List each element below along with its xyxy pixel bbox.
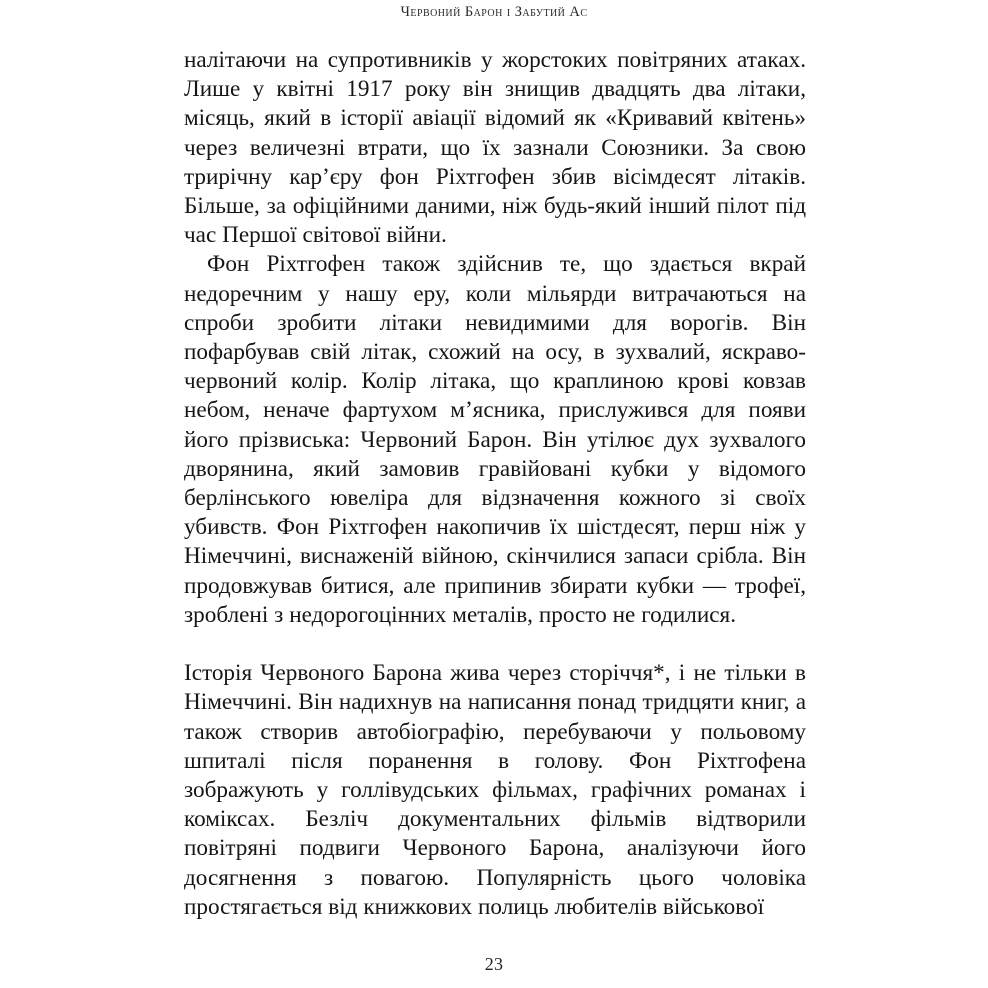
body-paragraph-3 xyxy=(184,659,806,922)
page-number: 23 xyxy=(484,954,504,974)
running-head: Червоний Барон і Забутий Ас xyxy=(400,4,588,20)
paragraph-3-text-before-footnote: Історія Червоного Барона жива через сторіччя xyxy=(184,660,654,687)
paragraph-3-text-after-footnote: , і не тільки в Німеччині. Він надихнув на написання понад тридцяти книг, а також створив автобіографію, перебуваючи у польовому шпиталі після поранення в голову. Фон Ріхтгофена зображують у голлівудських фільмах, графічних романах і коміксах. Безліч документальних фільмів відтворили повітряні подвиги Червоного Барона, аналізуючи його досягнення з повагою. Популярність цього чоловіка простягається від книжкових полиць любителів військової xyxy=(184,660,806,920)
body-paragraph-1: налітаючи на супротивників у жорстоких повітряних атаках. Лише у квітні 1917 року він знищив двадцять два літаки, місяць, який в історії авіації відомий як «Кривавий квітень» через величезні втрати, що їх зазнали Союзники. За свою трирічну кар’єру фон Ріхтгофен збив вісімдесят літаків. Більше, за офіційними даними, ніж будь-який інший пілот під час Першої світової війни. xyxy=(184,47,806,249)
body-paragraph-2: Фон Ріхтгофен також здійснив те, що здається вкрай недоречним у нашу еру, коли мільярди витрачаються на спроби зробити літаки невидимими для ворогів. Він пофарбував свій літак, схожий на осу, в зухвалий, яскраво-червоний колір. Колір літака, що краплиною крові ковзав небом, неначе фартухом м’ясника, прислужився для появи його прізвиська: Червоний Барон. Він утілює дух зухвалого дворянина, який замовив гравійовані кубки у відомого берлінського ювеліра для відзначення кожного зі своїх убивств. Фон Ріхтгофен накопичив їх шістдесят, перш ніж у Німеччині, виснаженій війною, скінчилися запаси срібла. Він продовжував битися, але припинив збирати кубки — трофеї, зроблені з недорогоцінних металів, просто не годилися. xyxy=(184,251,806,628)
body-text-block xyxy=(184,46,806,922)
footnote-marker-asterisk: * xyxy=(653,660,665,687)
